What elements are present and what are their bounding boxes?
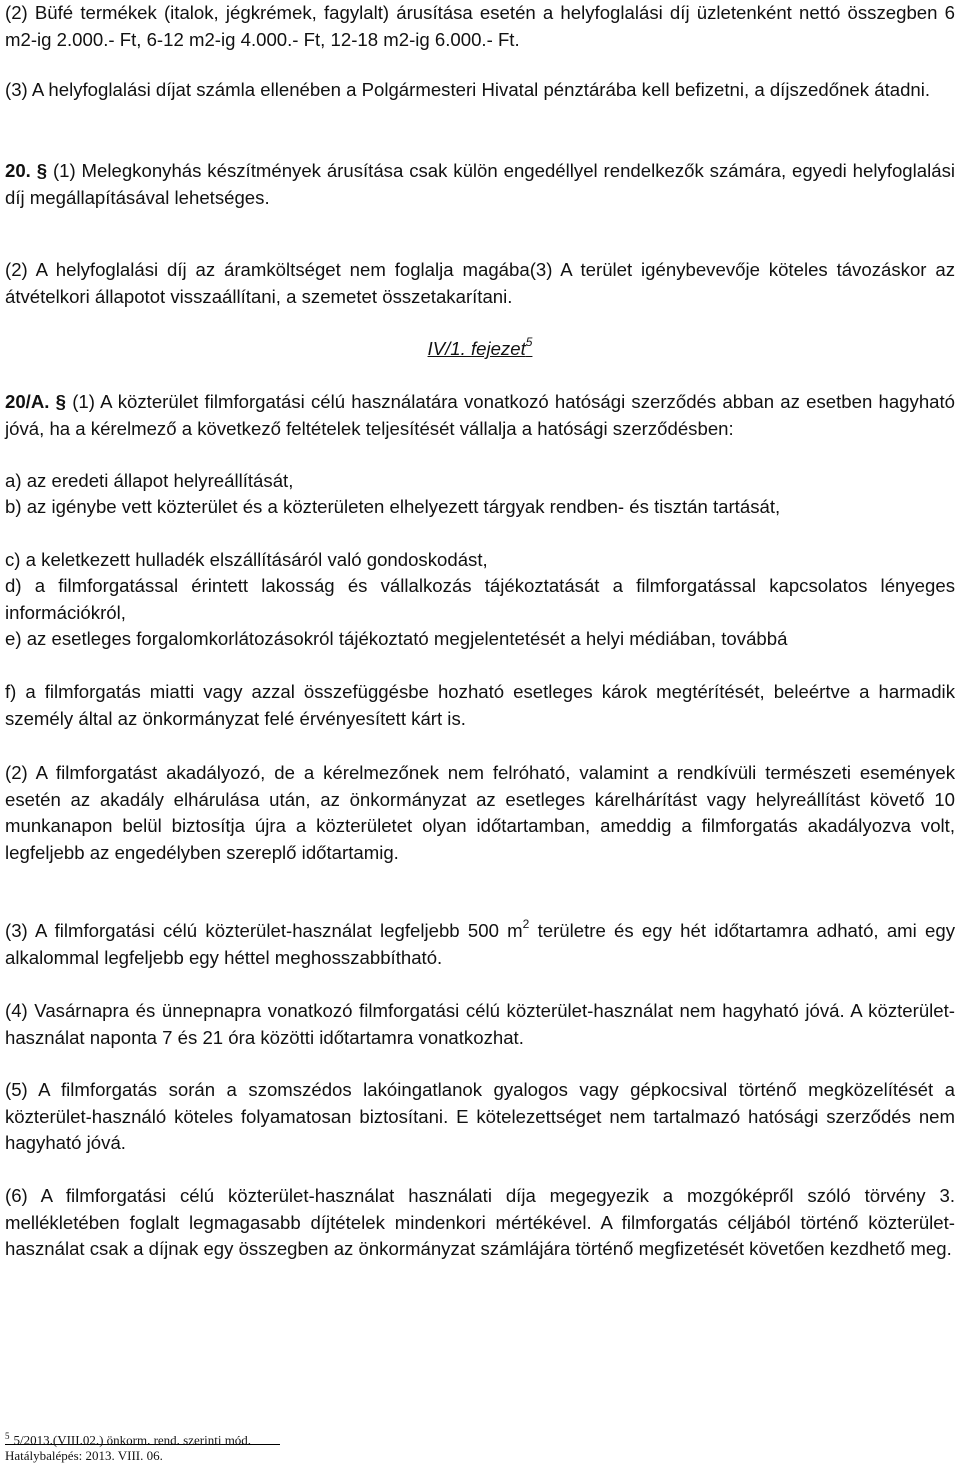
list-item-d — [5, 573, 955, 626]
paragraph-access — [5, 1077, 955, 1157]
paragraph-text: (1) Melegkonyhás készítmények árusítása csak külön engedéllyel rendelkezők számára, egyedi helyfoglalási díj megállapításával lehetséges. — [5, 160, 955, 208]
list-item-c — [5, 547, 955, 574]
section-sign: § — [36, 160, 48, 181]
list-item-e — [5, 626, 955, 653]
paragraph-text: (6) A filmforgatási célú közterület-használat használati díja megegyezik a mozgóképről szóló törvény 3. mellékletében foglalt legmagasabb díjtételek mindenkori mértékével. A filmforgatás céljából történő közterület-használat csak a díjnak egy összegben az önkormányzat számlájára történő megfizetését követően kezdhető meg. — [5, 1185, 955, 1259]
paragraph-text: (3) A filmforgatási célú közterület-használat legfeljebb 500 m — [5, 920, 523, 941]
section-number: 20. — [5, 160, 31, 181]
list-item-b — [5, 494, 955, 521]
section-20a — [5, 389, 955, 442]
footnote — [5, 1428, 251, 1448]
list-item-text: d) a filmforgatással érintett lakosság és vállalkozás tájékoztatását a filmforgatással kapcsolatos lényeges információkról, — [5, 575, 955, 623]
paragraph-area-limit — [5, 918, 955, 971]
paragraph-payment — [5, 77, 955, 104]
paragraph-text: (1) A közterület filmforgatási célú használatára vonatkozó hatósági szerződés abban az esetben hagyható jóvá, ha a kérelmező a következő feltételek teljesítését vállalja a hatósági szerződésben: — [5, 391, 956, 439]
section-sign: § — [55, 391, 67, 412]
list-item-text: b) az igénybe vett közterület és a közterületen elhelyezett tárgyak rendben- és tisztán tartását, — [5, 496, 781, 517]
footnote-text: 5/2013.(VIII.02.) önkorm. rend. szerinti mód. — [13, 1432, 252, 1448]
paragraph-text: (2) Büfé termékek (italok, jégkrémek, fagylalt) árusítása esetén a helyfoglalási díj üzletenként nettó összegben 6 m2-ig 2.000.- Ft, 6-12 m2-ig 4.000.- Ft, 12-18 m2-ig 6.000.- Ft. — [5, 2, 955, 50]
paragraph-text: (4) Vasárnapra és ünnepnapra vonatkozó filmforgatási célú közterület-használat nem hagyható jóvá. A közterület-használat naponta 7 és 21 óra közötti időtartamra vonatkozhat. — [5, 1000, 955, 1048]
footnote-effective-date — [5, 1447, 163, 1464]
list-item-f — [5, 679, 955, 732]
paragraph-text: területre és egy hét időtartamra adható, ami egy alkalommal legfeljebb egy héttel meghosszabbítható. — [5, 920, 956, 968]
footnote-mark: 5 — [5, 1431, 10, 1441]
chapter-heading — [5, 336, 955, 363]
section-20 — [5, 158, 955, 211]
paragraph-text: (2) A helyfoglalási díj az áramköltséget nem foglalja magába(3) A terület igénybevevője köteles távozáskor az átvételkori állapotot visszaállítani, a szemetet összetakarítani. — [5, 259, 955, 307]
paragraph-fee — [5, 1183, 955, 1263]
paragraph-holidays — [5, 998, 955, 1051]
list-item-text: e) az esetleges forgalomkorlátozásokról tájékoztató megjelentetését a helyi médiában, továbbá — [5, 628, 788, 649]
paragraph-electricity — [5, 257, 955, 310]
paragraph-text: (2) A filmforgatást akadályozó, de a kérelmezőnek nem felróható, valamint a rendkívüli természeti események esetén az akadály elhárulása után, az önkormányzat az esetleges kárelhárítást vagy helyreállítást követő 10 munkanapon belül biztosítja újra a közterületet olyan időtartamban, ameddig a filmforgatás akadályozva volt, legfeljebb az engedélyben szereplő időtartamig. — [5, 762, 955, 863]
footnote-reference: 5 — [525, 334, 533, 349]
superscript: 2 — [522, 916, 530, 931]
paragraph-text: (5) A filmforgatás során a szomszédos lakóingatlanok gyalogos vagy gépkocsival történő megközelítését a közterület-használó köteles folyamatosan biztosítani. E kötelezettséget nem tartalmazó hatósági szerződés nem hagyható jóvá. — [5, 1079, 955, 1153]
list-item-text: a) az eredeti állapot helyreállítását, — [5, 470, 294, 491]
chapter-title: IV/1. fejezet — [427, 338, 526, 359]
section-number: 20/A. — [5, 391, 50, 412]
paragraph-text: (3) A helyfoglalási díjat számla ellenében a Polgármesteri Hivatal pénztárába kell befizetni, a díjszedőnek átadni. — [5, 79, 931, 100]
paragraph-obstruction — [5, 760, 955, 866]
paragraph-buffet-fee — [5, 0, 955, 53]
list-item-text: f) a filmforgatás miatti vagy azzal összefüggésbe hozható esetleges károk megtérítését, beleértve a harmadik személy által az önkormányzat felé érvényesített kárt is. — [5, 681, 955, 729]
document-page — [5, 0, 955, 1466]
list-item-text: c) a keletkezett hulladék elszállításáról való gondoskodást, — [5, 549, 488, 570]
footnote-text: Hatálybalépés: 2013. VIII. 06. — [5, 1448, 163, 1463]
list-item-a — [5, 468, 955, 495]
